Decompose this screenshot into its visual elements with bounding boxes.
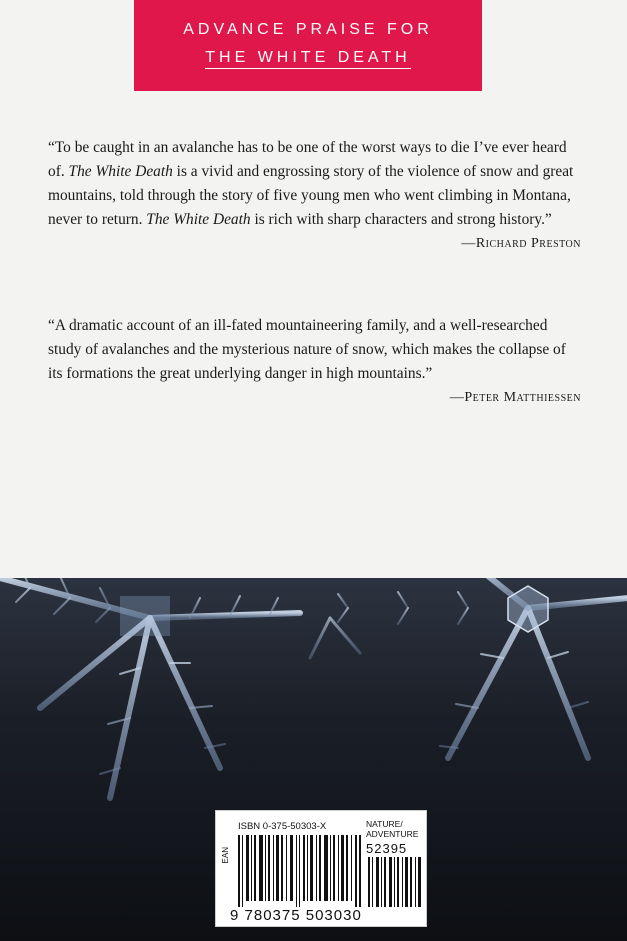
barcode-label (215, 810, 427, 927)
praise-banner (134, 0, 482, 91)
price-barcode (368, 857, 422, 907)
quote-text: “A dramatic account of an ill-fated mountaineering family, and a well-researched study of avalanches and the mysterious nature of snow, which makes the collapse of its formations the great underlying danger in high mountains.” (48, 317, 566, 382)
quote-attribution: —Peter Matthiessen (449, 390, 581, 405)
quote-text: “To be caught in an avalanche has to be one of the worst ways to die I’ve ever heard of. The White Death is a vivid and engrossing story of the violence of snow and great mountains, told through the story of five young men who went climbing in Montana, never to return. The White Death is rich with sharp characters and strong history.” (48, 139, 574, 228)
category-label: NATURE/ ADVENTURE (366, 819, 419, 839)
ean-number: 9 780375 503030 (230, 907, 362, 924)
banner-heading: ADVANCE PRAISE FOR (183, 21, 433, 38)
price-code: 52395 (366, 841, 408, 856)
quote-attribution: —Richard Preston (461, 236, 581, 251)
banner-book-title: THE WHITE DEATH (205, 49, 410, 69)
praise-quote-2 (48, 314, 581, 410)
praise-quote-1 (48, 136, 581, 256)
ean-label: EAN (221, 847, 230, 864)
isbn-number: ISBN 0-375-50303-X (238, 821, 327, 832)
ean-barcode (238, 835, 362, 907)
